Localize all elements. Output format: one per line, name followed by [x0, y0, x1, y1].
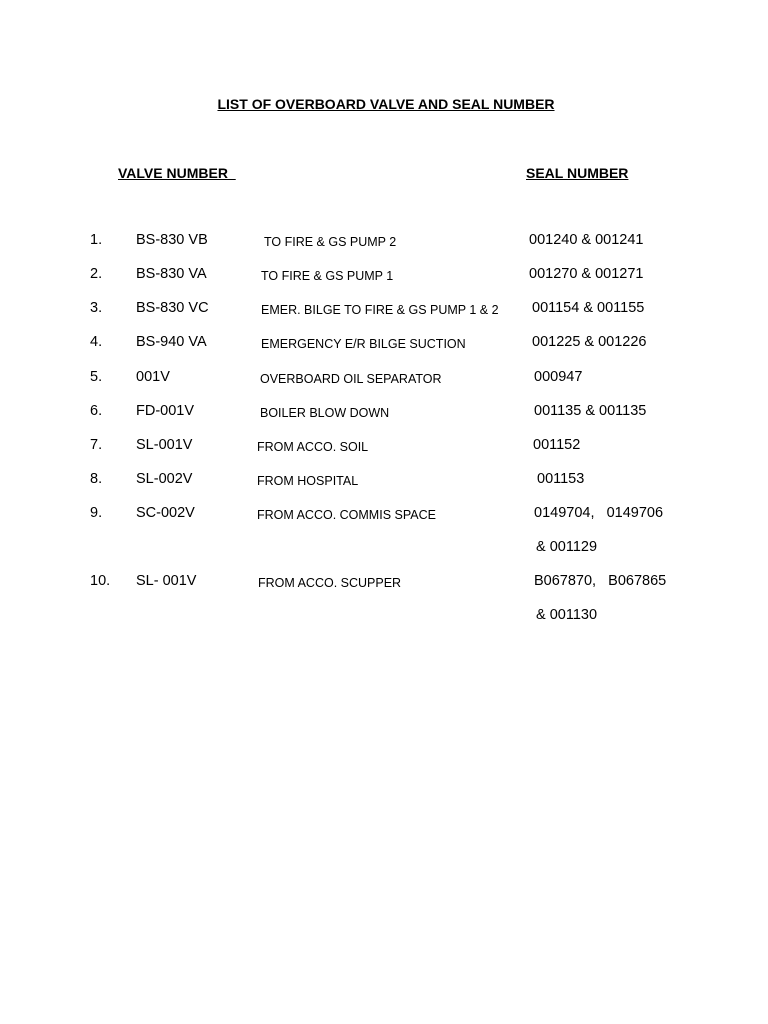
- seal-number-continued: & 001130: [536, 607, 598, 623]
- valve-description: FROM ACCO. SOIL: [257, 440, 369, 454]
- seal-number-header: SEAL NUMBER: [526, 165, 629, 181]
- row-number: 2.: [90, 266, 103, 282]
- seal-number: 001240 & 001241: [529, 232, 644, 248]
- row-number: 7.: [90, 437, 103, 453]
- valve-number: SL- 001V: [136, 573, 197, 589]
- seal-number: 001154 & 001155: [532, 300, 645, 316]
- valve-number: 001V: [136, 369, 170, 385]
- valve-description: FROM ACCO. SCUPPER: [258, 576, 402, 590]
- valve-description: TO FIRE & GS PUMP 2: [264, 235, 397, 249]
- row-number: 6.: [90, 403, 103, 419]
- valve-number: SC-002V: [136, 505, 195, 521]
- table-row-continuation: [0, 539, 768, 565]
- valve-description: EMER. BILGE TO FIRE & GS PUMP 1 & 2: [261, 303, 499, 317]
- valve-number: FD-001V: [136, 403, 195, 419]
- valve-description: FROM HOSPITAL: [257, 474, 359, 488]
- seal-number: 001225 & 001226: [532, 334, 647, 350]
- valve-description: BOILER BLOW DOWN: [260, 406, 390, 420]
- row-number: 5.: [90, 369, 103, 385]
- seal-number: B067870, B067865: [534, 573, 667, 589]
- table-row: [0, 266, 768, 292]
- seal-number: 0149704, 0149706: [534, 505, 664, 521]
- row-number: 4.: [90, 334, 103, 350]
- seal-number: 001135 & 001135: [534, 403, 647, 419]
- table-row: [0, 334, 768, 360]
- valve-number-header: VALVE NUMBER: [118, 165, 236, 181]
- table-row-continuation: [0, 607, 768, 633]
- row-number: 9.: [90, 505, 103, 521]
- valve-number: SL-002V: [136, 471, 193, 487]
- valve-number: BS-830 VB: [136, 232, 208, 248]
- valve-description: EMERGENCY E/R BILGE SUCTION: [261, 337, 466, 351]
- row-number: 10.: [90, 573, 111, 589]
- seal-number: 000947: [534, 369, 583, 385]
- table-row: [0, 437, 768, 463]
- table-row: [0, 300, 768, 326]
- seal-number: 001153: [537, 471, 585, 487]
- seal-number: 001270 & 001271: [529, 266, 644, 282]
- valve-description: FROM ACCO. COMMIS SPACE: [257, 508, 436, 522]
- valve-number: SL-001V: [136, 437, 193, 453]
- table-row: [0, 471, 768, 497]
- valve-description: OVERBOARD OIL SEPARATOR: [260, 372, 442, 386]
- row-number: 1.: [90, 232, 103, 248]
- table-row: [0, 505, 768, 531]
- valve-description: TO FIRE & GS PUMP 1: [261, 269, 394, 283]
- table-row: [0, 573, 768, 599]
- valve-number: BS-830 VA: [136, 266, 207, 282]
- page-title: LIST OF OVERBOARD VALVE AND SEAL NUMBER: [217, 96, 555, 112]
- valve-number: BS-940 VA: [136, 334, 207, 350]
- table-row: [0, 403, 768, 429]
- valve-number: BS-830 VC: [136, 300, 209, 316]
- table-row: [0, 232, 768, 258]
- row-number: 8.: [90, 471, 103, 487]
- row-number: 3.: [90, 300, 103, 316]
- seal-number: 001152: [533, 437, 581, 453]
- seal-number-continued: & 001129: [536, 539, 598, 555]
- table-row: [0, 369, 768, 395]
